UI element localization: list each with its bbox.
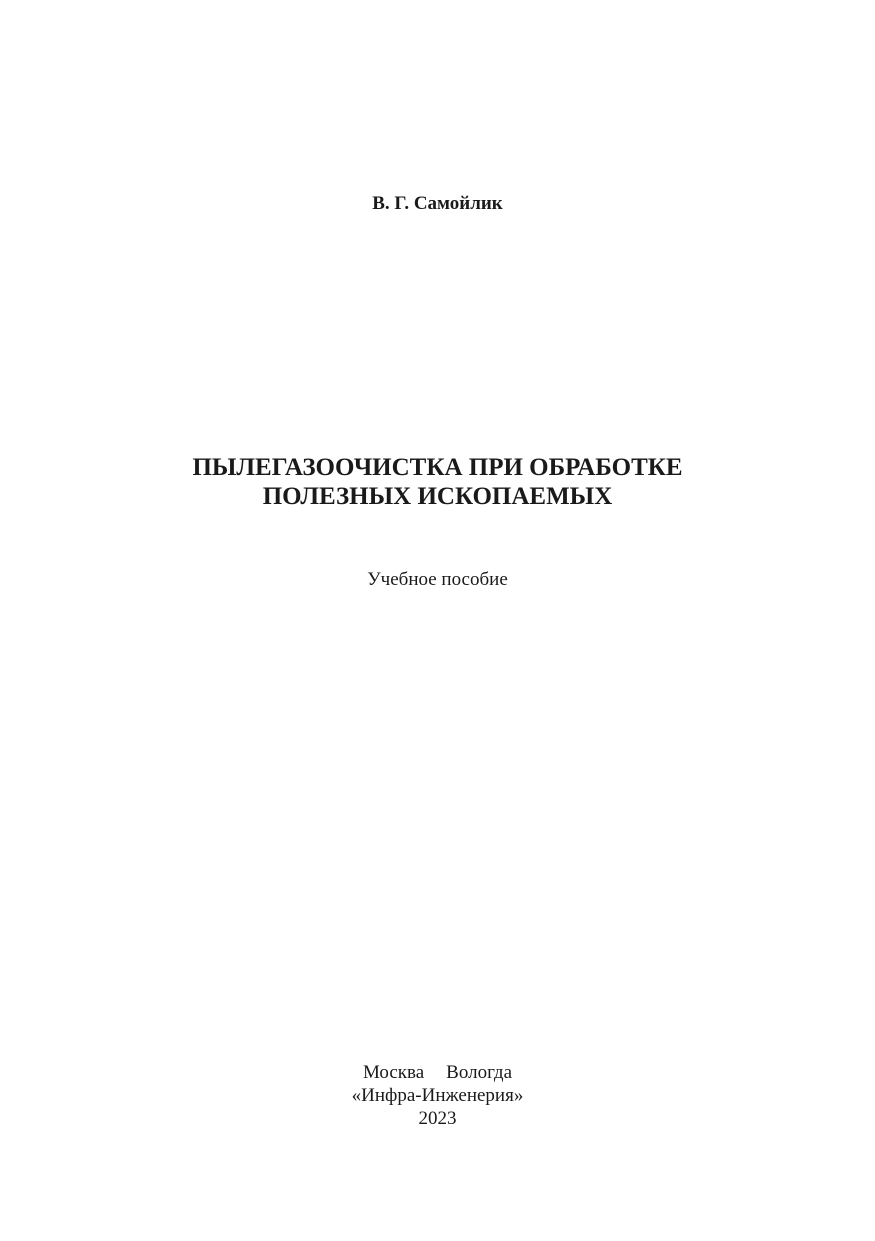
imprint-city-vologda: Вологда [446, 1062, 513, 1083]
publication-imprint [0, 1061, 875, 1130]
book-title [0, 453, 875, 511]
book-title-line-2: ПОЛЕЗНЫХ ИСКОПАЕМЫХ [262, 483, 613, 510]
book-title-line-1: ПЫЛЕГАЗООЧИСТКА ПРИ ОБРАБОТКЕ [192, 454, 683, 481]
imprint-city-moscow: Москва [362, 1062, 425, 1083]
imprint-cities [0, 1061, 875, 1084]
imprint-year: 2023 [418, 1108, 457, 1129]
author-name: В. Г. Самойлик [372, 193, 503, 214]
book-subtitle: Учебное пособие [367, 569, 508, 590]
imprint-publisher: «Инфра-Инженерия» [351, 1085, 524, 1106]
